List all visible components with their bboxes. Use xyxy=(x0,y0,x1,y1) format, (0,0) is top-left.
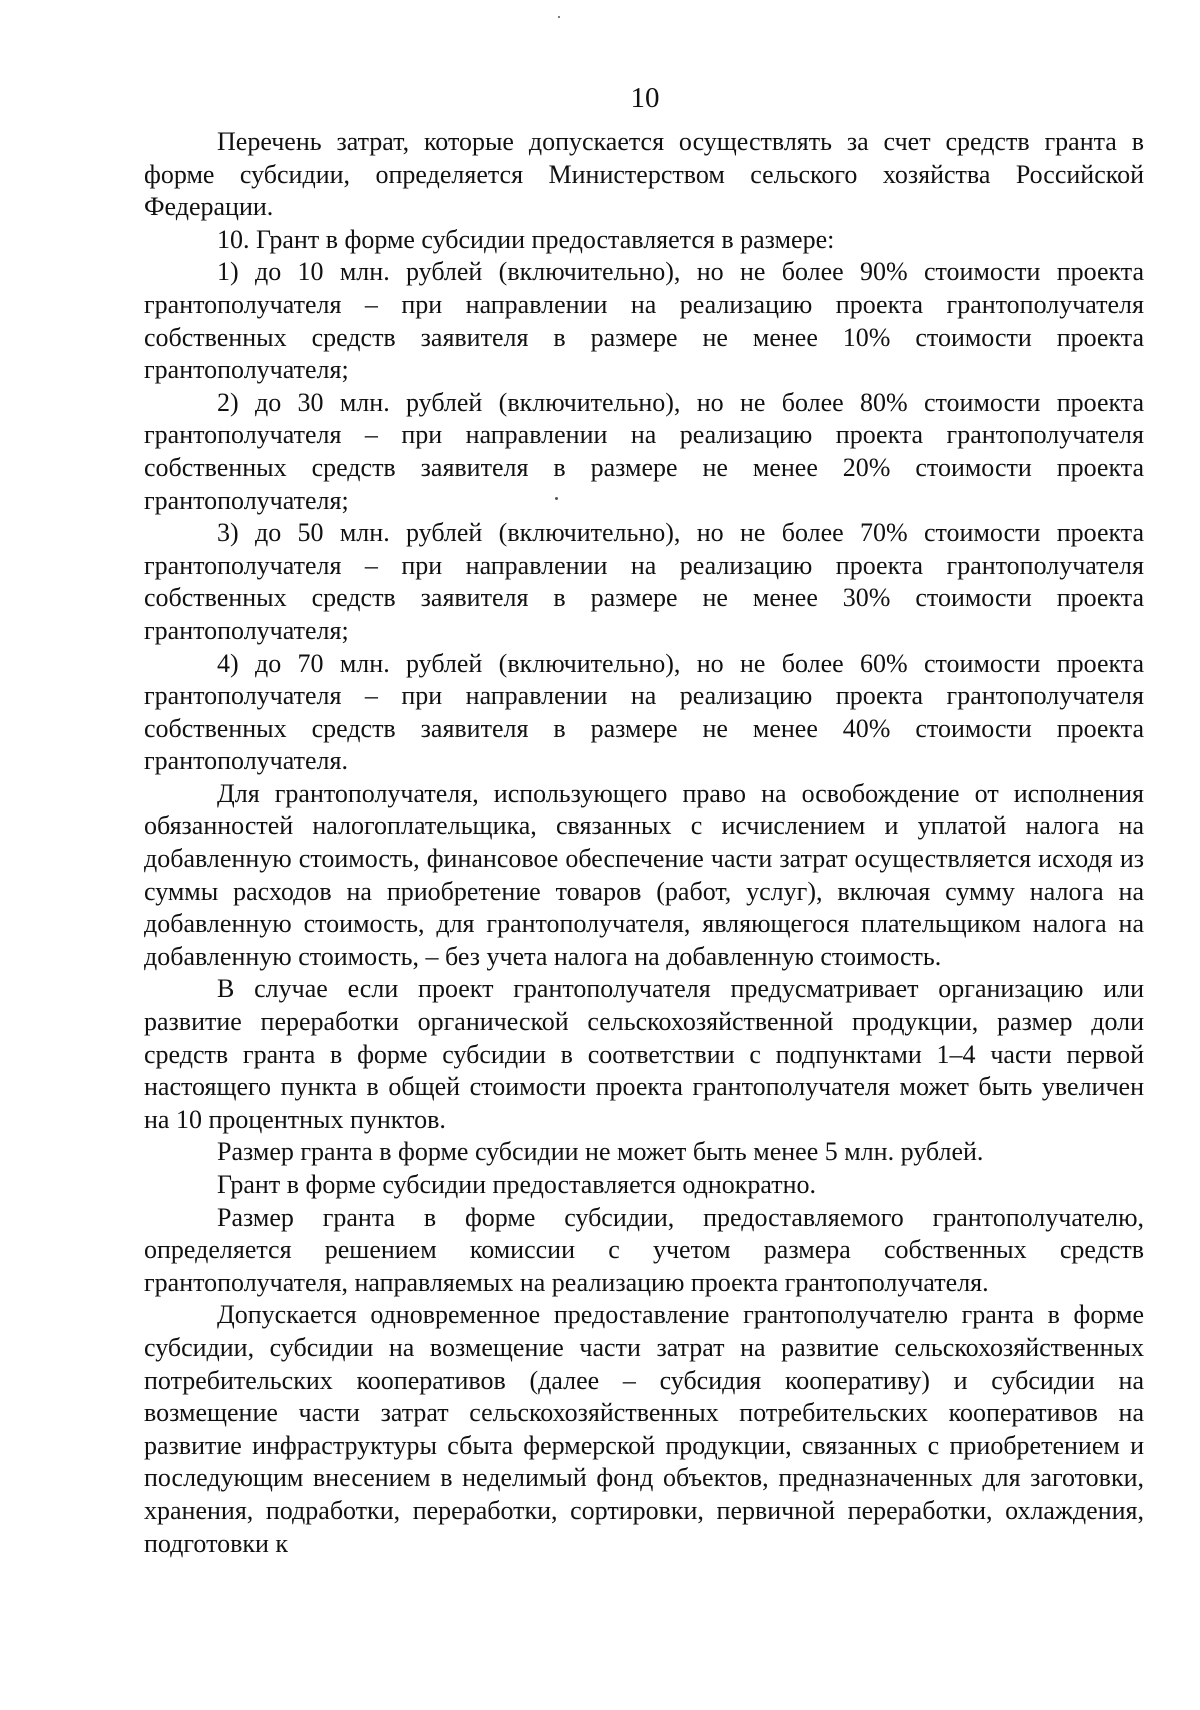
paragraph-cost-list: Перечень затрат, которые допускается осуществлять за счет средств гранта в форме субсидии, определяется Министерством сельского хозяйства Российской Федерации. xyxy=(144,127,1144,222)
paragraph-one-time: Грант в форме субсидии предоставляется однократно. xyxy=(217,1170,817,1199)
paragraph-organic: В случае если проект грантополучателя предусматривает организацию или развитие переработки органической сельскохозяйственной продукции, размер доли средств гранта в форме субсидии в соответствии с подпунктами 1–4 части первой настоящего пункта в общей стоимости проекта грантополучателя может быть увеличен на 10 процентных пунктов. xyxy=(144,974,1144,1134)
scan-speck xyxy=(558,16,560,18)
paragraph-subitem-1: 1) до 10 млн. рублей (включительно), но не более 90% стоимости проекта грантополучателя – при направлении на реализацию проекта грантополучателя собственных средств заявителя в размере не менее 10% стоимости проекта грантополучателя; xyxy=(144,257,1144,385)
paragraph-minimum-grant: Размер гранта в форме субсидии не может быть менее 5 млн. рублей. xyxy=(217,1137,984,1167)
paragraph-subitem-2: 2) до 30 млн. рублей (включительно), но не более 80% стоимости проекта грантополучателя – при направлении на реализацию проекта грантополучателя собственных средств заявителя в размере не менее 20% стоимости проекта грантополучателя; xyxy=(144,387,1144,515)
paragraph-grant-size: Размер гранта в форме субсидии, предоставляемого грантополучателю, определяется решением комиссии с учетом размера собственных средств грантополучателя, направляемых на реализацию проекта грантополучателя. xyxy=(144,1202,1144,1297)
page-number: 10 xyxy=(630,82,660,114)
document-body xyxy=(144,126,1144,1560)
scan-speck xyxy=(555,497,558,500)
paragraph-item-10: 10. Грант в форме субсидии предоставляется в размере: xyxy=(217,224,835,254)
paragraph-subitem-3: 3) до 50 млн. рублей (включительно), но не более 70% стоимости проекта грантополучателя – при направлении на реализацию проекта грантополучателя собственных средств заявителя в размере не менее 30% стоимости проекта грантополучателя; xyxy=(144,518,1144,645)
paragraph-vat: Для грантополучателя, использующего право на освобождение от исполнения обязанностей налогоплательщика, связанных с исчислением и уплатой налога на добавленную стоимость, финансовое обеспечение части затрат осуществляется исходя из суммы расходов на приобретение товаров (работ, услуг), включая сумму налога на добавленную стоимость, для грантополучателя, являющегося плательщиком налога на добавленную стоимость, – без учета налога на добавленную стоимость. xyxy=(144,778,1144,971)
paragraph-simultaneous: Допускается одновременное предоставление грантополучателю гранта в форме субсидии, субсидии на возмещение части затрат на развитие сельскохозяйственных потребительских кооперативов (далее – субсидия кооперативу) и субсидии на возмещение части затрат сельскохозяйственных потребительских кооперативов на развитие инфраструктуры сбыта фермерской продукции, связанных с приобретением и последующим внесением в неделимый фонд объектов, предназначенных для заготовки, хранения, подработки, переработки, сортировки, первичной переработки, охлаждения, подготовки к xyxy=(144,1300,1144,1558)
paragraph-subitem-4: 4) до 70 млн. рублей (включительно), но не более 60% стоимости проекта грантополучателя – при направлении на реализацию проекта грантополучателя собственных средств заявителя в размере не менее 40% стоимости проекта грантополучателя. xyxy=(144,648,1144,776)
